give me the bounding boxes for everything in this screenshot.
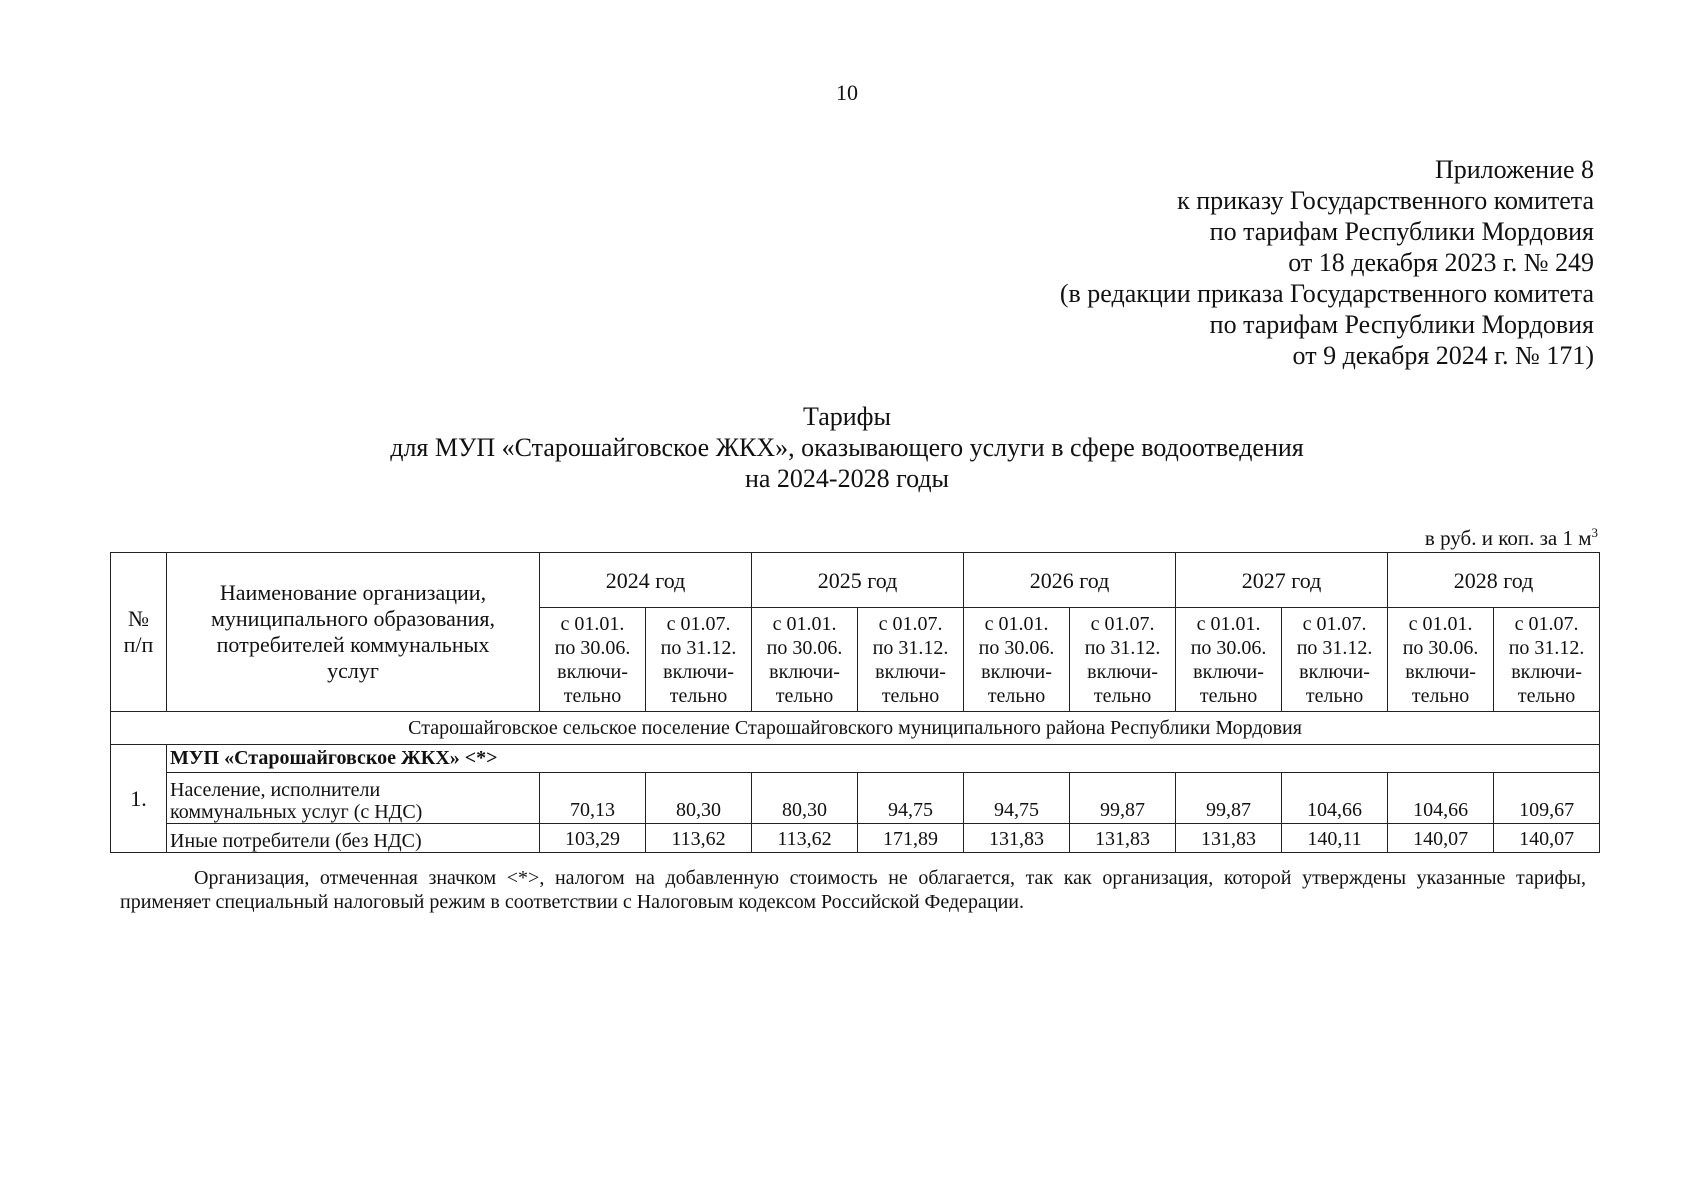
tariff-value: 109,67: [1494, 773, 1600, 824]
table-row: [111, 773, 1600, 824]
year-header-2025: 2025 год: [752, 553, 964, 608]
appendix-line: от 18 декабря 2023 г. № 249: [1288, 248, 1594, 277]
name-header-line: Наименование организации,: [219, 580, 487, 605]
period-first-half: с 01.01. по 30.06. включи- тельно: [752, 608, 858, 712]
appendix-line: от 9 декабря 2024 г. № 171): [1292, 341, 1594, 370]
appendix-header: [694, 154, 1594, 371]
tariff-value: 131,83: [1176, 824, 1282, 853]
period-first-half: с 01.01. по 30.06. включи- тельно: [1176, 608, 1282, 712]
tariff-value: 104,66: [1282, 773, 1388, 824]
name-header-line: услуг: [327, 658, 379, 683]
period-first-half: с 01.01. по 30.06. включи- тельно: [540, 608, 646, 712]
tariff-table: [110, 552, 1600, 853]
title-line: для МУП «Старошайговское ЖКХ», оказывающего услуги в сфере водоотведения: [390, 433, 1304, 462]
units-superscript: 3: [1591, 525, 1598, 540]
row-number: 1.: [111, 745, 167, 853]
period-second-half: с 01.07. по 31.12. включи- тельно: [858, 608, 964, 712]
tariff-value: 131,83: [1070, 824, 1176, 853]
year-header-2028: 2028 год: [1388, 553, 1600, 608]
title-line: Тарифы: [802, 402, 891, 431]
tariff-value: 94,75: [858, 773, 964, 824]
year-header-2026: 2026 год: [964, 553, 1176, 608]
name-header-line: потребителей коммунальных: [216, 632, 490, 657]
tariff-value: 113,62: [752, 824, 858, 853]
tariff-value: 140,11: [1282, 824, 1388, 853]
appendix-line: к приказу Государственного комитета: [1177, 186, 1594, 215]
period-second-half: с 01.07. по 31.12. включи- тельно: [1070, 608, 1176, 712]
appendix-line: (в редакции приказа Государственного комитета: [1059, 279, 1594, 308]
year-header-row: [111, 553, 1600, 608]
name-header: [167, 553, 540, 712]
tariff-value: 131,83: [964, 824, 1070, 853]
tariff-value: 113,62: [646, 824, 752, 853]
num-header-line: п/п: [123, 632, 154, 657]
year-header-2027: 2027 год: [1176, 553, 1388, 608]
name-header-line: муниципального образования,: [210, 606, 496, 631]
tariff-value: 171,89: [858, 824, 964, 853]
year-header-2024: 2024 год: [540, 553, 752, 608]
units-label: [1425, 525, 1598, 551]
section-row: [111, 712, 1600, 745]
tariff-value: 80,30: [646, 773, 752, 824]
appendix-line: по тарифам Республики Мордовия: [1209, 310, 1594, 339]
period-second-half: с 01.07. по 31.12. включи- тельно: [1282, 608, 1388, 712]
appendix-line: Приложение 8: [1434, 155, 1594, 184]
tariff-value: 104,66: [1388, 773, 1494, 824]
tariff-value: 140,07: [1388, 824, 1494, 853]
org-name: МУП «Старошайговское ЖКХ» <*>: [167, 745, 1600, 773]
footnote: Организация, отмеченная значком <*>, налогом на добавленную стоимость не облагается, так как организация, которой утверждены указанные тарифы, применяет специальный налоговый режим в соответствии с Налоговым кодексом Российской Федерации.: [120, 867, 1586, 913]
tariff-value: 99,87: [1070, 773, 1176, 824]
section-title: Старошайговское сельское поселение Старошайговского муниципального района Республики Мордовия: [111, 712, 1600, 745]
tariff-value: 94,75: [964, 773, 1070, 824]
document-title: [0, 401, 1694, 494]
consumer-name: Иные потребители (без НДС): [167, 824, 540, 853]
num-header: [111, 553, 167, 712]
tariff-value: 103,29: [540, 824, 646, 853]
period-first-half: с 01.01. по 30.06. включи- тельно: [964, 608, 1070, 712]
num-header-line: №: [128, 606, 149, 631]
appendix-line: по тарифам Республики Мордовия: [1209, 217, 1594, 246]
period-second-half: с 01.07. по 31.12. включи- тельно: [1494, 608, 1600, 712]
page-number: 10: [836, 80, 858, 105]
units-text: в руб. и коп. за 1 м: [1424, 526, 1592, 550]
consumer-name: Население, исполнители коммунальных услуг (с НДС): [167, 773, 540, 824]
period-first-half: с 01.01. по 30.06. включи- тельно: [1388, 608, 1494, 712]
table-row: [111, 824, 1600, 853]
tariff-value: 70,13: [540, 773, 646, 824]
org-row: [111, 745, 1600, 773]
tariff-value: 99,87: [1176, 773, 1282, 824]
period-second-half: с 01.07. по 31.12. включи- тельно: [646, 608, 752, 712]
tariff-value: 80,30: [752, 773, 858, 824]
title-line: на 2024-2028 годы: [744, 464, 950, 493]
tariff-value: 140,07: [1494, 824, 1600, 853]
